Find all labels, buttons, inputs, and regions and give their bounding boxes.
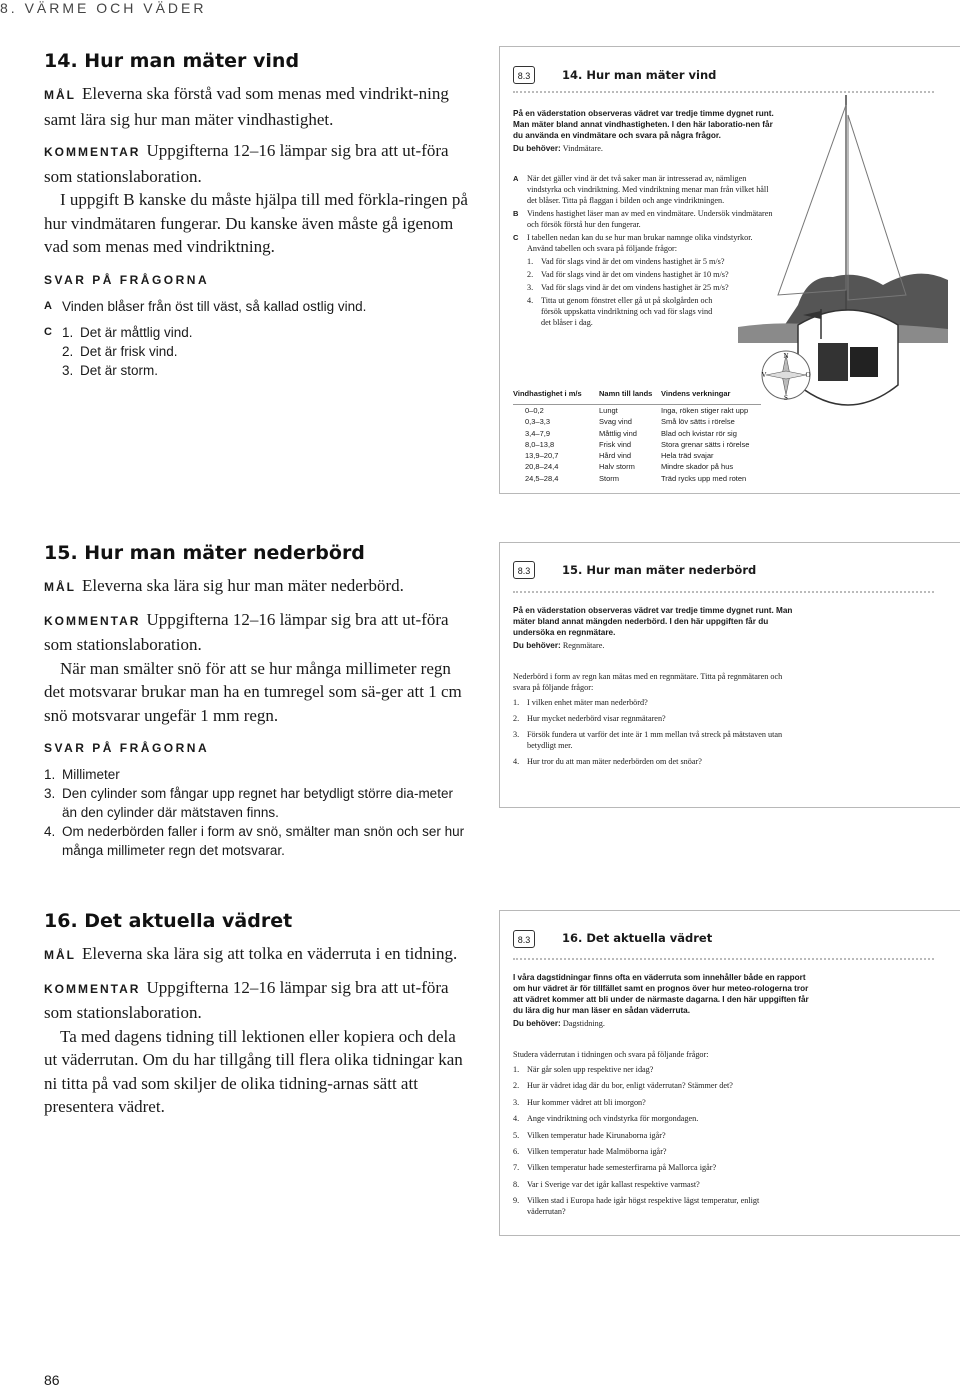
- table-row: 20,8–24,4 Halv storm Mindre skador på hus: [525, 462, 734, 472]
- goal-paragraph: [44, 942, 469, 968]
- comment-paragraph: [44, 139, 469, 188]
- worksheet-item: C I tabellen nedan kan du se hur man brukar namnge olika vindstyrkor. Använd tabellen och svara på följande frågor:: [513, 233, 753, 253]
- answer-item: 3. Det är storm.: [62, 362, 159, 378]
- worksheet-question: 2. Hur är vädret idag där du bor, enligt väderrutan? Stämmer det?: [513, 1081, 733, 1091]
- body-paragraph: När man smälter snö för att se hur många millimeter regn det motsvarar brukar man ha en tumregel som sä-ger att 1 cm snö motsvarar ungefär 1 mm regn.: [44, 658, 462, 725]
- goal-paragraph: [44, 574, 469, 600]
- worksheet-question: 3. Hur kommer vädret att bli imorgon?: [513, 1097, 646, 1107]
- compass-illustration: [758, 347, 814, 403]
- wind-table-header: Vindhastighet i m/s Namn till lands Vindens verkningar: [513, 389, 761, 405]
- worksheet-question: 2. Vad för slags vind är det om vindens hastighet är 10 m/s?: [527, 270, 729, 279]
- table-row: 0–0,2 Lungt Inga, röken stiger rakt upp: [525, 406, 749, 415]
- worksheet-items: [513, 173, 775, 330]
- answers-list: [44, 765, 469, 860]
- comment-text: Uppgifterna 12–16 lämpar sig bra att ut-föra som stationslaboration.: [44, 609, 449, 654]
- kommentar-label: KOMMENTAR: [44, 613, 141, 628]
- worksheet-question: 1. När går solen upp respektive ner idag?: [513, 1065, 654, 1074]
- goal-text: Eleverna ska lära sig hur man mäter nederbörd.: [82, 576, 404, 595]
- worksheet-questions: [513, 671, 783, 769]
- dotted-divider: [513, 958, 934, 960]
- worksheet-question: 4. Hur tror du att man mäter nederbörden om det snöar?: [513, 757, 702, 766]
- page-number: 86: [44, 1372, 60, 1388]
- compass-n: N: [783, 352, 789, 360]
- compass-s: S: [784, 394, 788, 402]
- worksheet-question: 5. Vilken temperatur hade Kirunaborna igår?: [513, 1130, 666, 1140]
- worksheet-15: [499, 542, 960, 808]
- table-row: 3,4–7,9 Måttlig vind Blad och kvistar rör sig: [525, 428, 737, 438]
- section-16: [44, 910, 469, 1127]
- mal-label: MÅL: [44, 88, 76, 102]
- dotted-divider: [513, 591, 934, 593]
- worksheet-question: 4. Ange vindriktning och vindstyrka för morgondagen.: [513, 1114, 699, 1124]
- section-title: 16. Det aktuella vädret: [44, 910, 293, 932]
- answer-item: 1. Millimeter: [44, 767, 120, 782]
- worksheet-badge: 8.3: [513, 561, 535, 579]
- worksheet-question: 6. Vilken temperatur hade Malmöborna igår?: [513, 1146, 667, 1156]
- worksheet-badge: 8.3: [513, 66, 535, 84]
- comment-text: Uppgifterna 12–16 lämpar sig bra att ut-föra som stationslaboration.: [44, 977, 449, 1022]
- worksheet-question: 2. Hur mycket nederbörd visar regnmätaren?: [513, 714, 666, 723]
- kommentar-label: KOMMENTAR: [44, 145, 141, 159]
- table-row: 0,3–3,3 Svag vind Små löv sätts i rörelse: [525, 417, 735, 427]
- worksheet-needs: Du behöver: Dagstidning.: [513, 1019, 605, 1028]
- worksheet-lead: Nederbörd i form av regn kan mätas med en regnmätare. Titta på regnmätaren och svara på följande frågor:: [513, 672, 783, 692]
- worksheet-question: 3. Vad för slags vind är det om vindens hastighet är 25 m/s?: [527, 283, 729, 292]
- answer-item: 4. Om nederbörden faller i form av snö, smälter man snön och ser hur många millimeter regn det motsvarar.: [44, 824, 465, 858]
- worksheet-question: 7. Vilken temperatur hade semesterfirarna på Mallorca igår?: [513, 1163, 717, 1173]
- goal-paragraph: [44, 82, 469, 131]
- answers-heading: SVAR PÅ FRÅGORNA: [44, 741, 210, 755]
- dotted-divider: [513, 91, 934, 93]
- compass-o: O: [805, 371, 811, 379]
- worksheet-question: 1. Vad för slags vind är det om vindens hastighet är 5 m/s?: [527, 257, 725, 266]
- worksheet-title: 16. Det aktuella vädret: [562, 931, 713, 945]
- section-title: 15. Hur man mäter nederbörd: [44, 542, 365, 564]
- worksheet-intro: På en väderstation observeras vädret var tredje timme dygnet runt. Man mäter bland annat vindhastigheten. I den här laboratio-nen får du använda en vindmätare och svara på några frågor.: [513, 109, 774, 140]
- running-head: 8. VÄRME OCH VÄDER: [0, 0, 207, 16]
- answer-item: 2. Det är frisk vind.: [62, 343, 178, 359]
- body-paragraph: I uppgift B kanske du måste hjälpa till med förkla-ringen på hur vindmätaren fungerar. Du kanske även måste gå igenom vad som menas med vindriktning.: [44, 190, 468, 256]
- section-title: 14. Hur man mäter vind: [44, 50, 300, 72]
- goal-text: Eleverna ska förstå vad som menas med vindrikt-ning samt lära sig hur man mäter vindhastighet.: [44, 84, 449, 129]
- worksheet-item: A När det gäller vind är det två saker man är intresserad av, nämligen vindstyrka och vindriktning. Med vindriktning menar man från vilket håll det blåser. Titta på flaggan i bilden och ange vindriktningen.: [513, 174, 769, 205]
- worksheet-question: 1. I vilken enhet mäter man nederbörd?: [513, 698, 648, 707]
- table-row: 24,5–28,4 Storm Träd rycks upp med roten: [525, 473, 747, 483]
- worksheet-14: [499, 46, 960, 494]
- worksheet-title: 15. Hur man mäter nederbörd: [562, 563, 757, 577]
- worksheet-badge: 8.3: [513, 930, 535, 948]
- worksheet-question: 9. Vilken stad i Europa hade igår högst respektive lägst temperatur, enligt väderrutan?: [513, 1196, 760, 1217]
- worksheet-questions: [513, 1049, 798, 1219]
- worksheet-lead: Studera väderrutan i tidningen och svara på följande frågor:: [513, 1050, 709, 1059]
- section-15: [44, 542, 469, 860]
- answer-item: 3. Den cylinder som fångar upp regnet har betydligt större dia-meter än den cylinder där mätstaven finns.: [44, 786, 453, 820]
- worksheet-title: 14. Hur man mäter vind: [562, 68, 717, 82]
- worksheet-question: 4. Titta ut genom fönstret eller gå ut på skolgården och försök uppskatta vindriktning och vad för slags vind det blåser i dag.: [527, 296, 713, 327]
- worksheet-question: 3. Försök fundera ut varför det inte är 1 mm mellan två streck på mätstaven utan betydligt mer.: [513, 730, 783, 750]
- worksheet-question: 8. Var i Sverige var det igår kallast respektive varmast?: [513, 1179, 700, 1189]
- worksheet-item: B Vindens hastighet läser man av med en vindmätare. Undersök vindmätaren och försök förstå hur den fungerar.: [513, 209, 773, 229]
- mal-label: MÅL: [44, 580, 76, 594]
- worksheet-intro: I våra dagstidningar finns ofta en väderruta som innehåller både en rapport om hur vädret är för tillfället samt en prognos över hur meteo-rologerna tror att vädret kommer att bli under de närmaste dagarna. I den här uppgiften får du lära dig hur man läser en sådan väderruta.: [513, 973, 809, 1015]
- table-row: 8,0–13,8 Frisk vind Stora grenar sätts i rörelse: [525, 439, 750, 449]
- answer-item: A Vinden blåser från öst till väst, så kallad ostlig vind.: [44, 298, 367, 314]
- worksheet-needs: Du behöver: Vindmätare.: [513, 144, 603, 153]
- worksheet-needs: Du behöver: Regnmätare.: [513, 641, 605, 650]
- comment-text: Uppgifterna 12–16 lämpar sig bra att ut-föra som stationslaboration.: [44, 141, 449, 186]
- goal-text: Eleverna ska lära sig att tolka en väderruta i en tidning.: [82, 944, 458, 963]
- table-row: 13,9–20,7 Hård vind Hela träd svajar: [525, 451, 714, 461]
- body-paragraph: Ta med dagens tidning till lektionen eller kopiera och dela ut väderrutan. Om du har tillgång till flera olika tidningar kan ni titta på vad som skiljer de olika tidning-arnas sätt att presentera vädret.: [44, 1026, 463, 1116]
- answers-list: [44, 297, 469, 380]
- answers-heading: SVAR PÅ FRÅGORNA: [44, 272, 210, 287]
- worksheet-16: [499, 910, 960, 1236]
- answer-item: C 1. Det är måttlig vind.: [44, 324, 193, 340]
- worksheet-intro: På en väderstation observeras vädret var tredje timme dygnet runt. Man mäter bland annat mängden nederbörd. I den här uppgiften får du undersöka en regnmätare.: [513, 606, 793, 637]
- wind-table: [513, 389, 761, 484]
- mal-label: MÅL: [44, 948, 76, 962]
- compass-v: V: [761, 371, 767, 379]
- kommentar-label: KOMMENTAR: [44, 981, 141, 996]
- comment-paragraph: [44, 976, 469, 1025]
- section-14: [44, 50, 469, 380]
- comment-paragraph: [44, 608, 469, 657]
